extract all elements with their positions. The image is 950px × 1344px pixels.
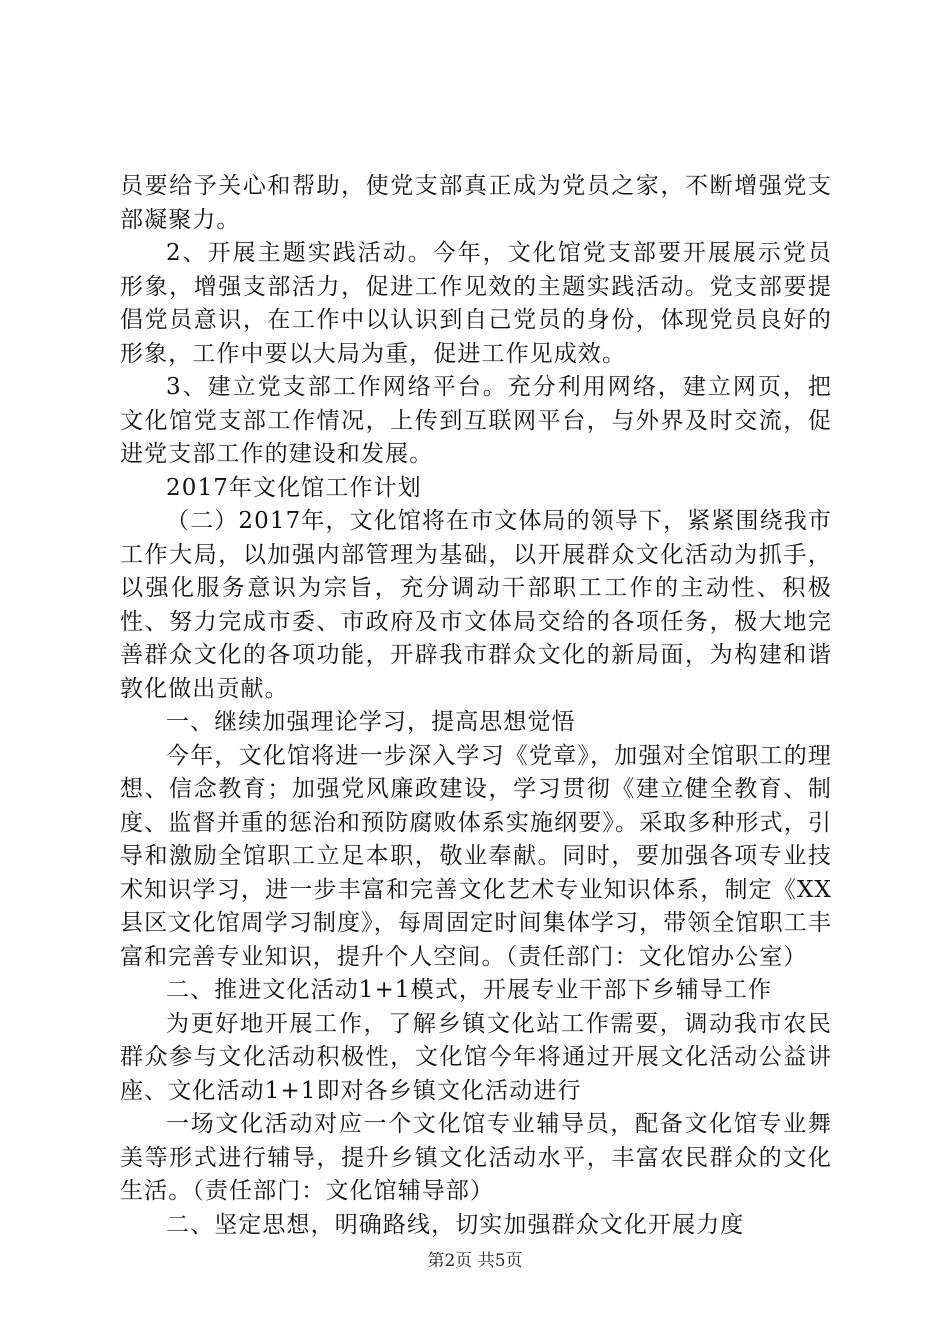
paragraph-theory-study: 今年，文化馆将进一步深入学习《党章》，加强对全馆职工的理想、信念教育；加强党风廉政建设，学习贯彻《建立健全教育、制度、监督并重的惩治和预防腐败体系实施纲要》。采取多种形式，引导和激励全馆职工立足本职，敬业奉献。同时，要加强各项专业技术知识学习，进一步丰富和完善文化艺术专业知识体系，制定《XX县区文化馆周学习制度》，每周固定时间集体学习，带领全馆职工丰富和完善专业知识，提升个人空间。（责任部门：文化馆办公室） bbox=[120, 742, 832, 970]
paragraph-cultural-activity: 为更好地开展工作，了解乡镇文化站工作需要，调动我市农民群众参与文化活动积极性，文化馆今年将通过开展文化活动公益讲座、文化活动1+1即对各乡镇文化活动进行 bbox=[120, 1010, 832, 1104]
document-body bbox=[120, 170, 832, 1242]
paragraph-continuation: 员要给予关心和帮助，使党支部真正成为党员之家，不断增强党支部凝聚力。 bbox=[120, 173, 832, 233]
paragraph-counselor: 一场文化活动对应一个文化馆专业辅导员，配备文化馆专业舞美等形式进行辅导，提升乡镇文化活动水平，丰富农民群众的文化生活。（责任部门：文化馆辅导部） bbox=[120, 1111, 832, 1204]
paragraph-intro: （二）2017年，文化馆将在市文体局的领导下，紧紧围绕我市工作大局，以加强内部管理为基础，以开展群众文化活动为抓手，以强化服务意识为宗旨，充分调动干部职工工作的主动性、积极性、努力完成市委、市政府及市文体局交给的各项任务，极大地完善群众文化的各项功能，开辟我市群众文化的新局面，为构建和谐敦化做出贡献。 bbox=[120, 508, 832, 702]
paragraph-item-2: 2、开展主题实践活动。今年，文化馆党支部要开展展示党员形象，增强支部活力，促进工作见效的主题实践活动。党支部要提倡党员意识，在工作中以认识到自己党员的身份，体现党员良好的形象，工作中要以大局为重，促进工作见成效。 bbox=[120, 240, 832, 367]
section-title: 2017年文化馆工作计划 bbox=[166, 474, 422, 501]
heading-theory-study: 一、继续加强理论学习，提高思想觉悟 bbox=[166, 709, 576, 735]
page-number: 第2页 共5页 bbox=[427, 1251, 523, 1271]
heading-cultural-activity: 二、推进文化活动1+1模式，开展专业干部下乡辅导工作 bbox=[166, 977, 773, 1003]
heading-mass-culture: 二、坚定思想，明确路线，切实加强群众文化开展力度 bbox=[166, 1211, 745, 1238]
paragraph-item-3: 3、建立党支部工作网络平台。充分利用网络，建立网页，把文化馆党支部工作情况，上传到互联网平台，与外界及时交流，促进党支部工作的建设和发展。 bbox=[120, 374, 832, 467]
